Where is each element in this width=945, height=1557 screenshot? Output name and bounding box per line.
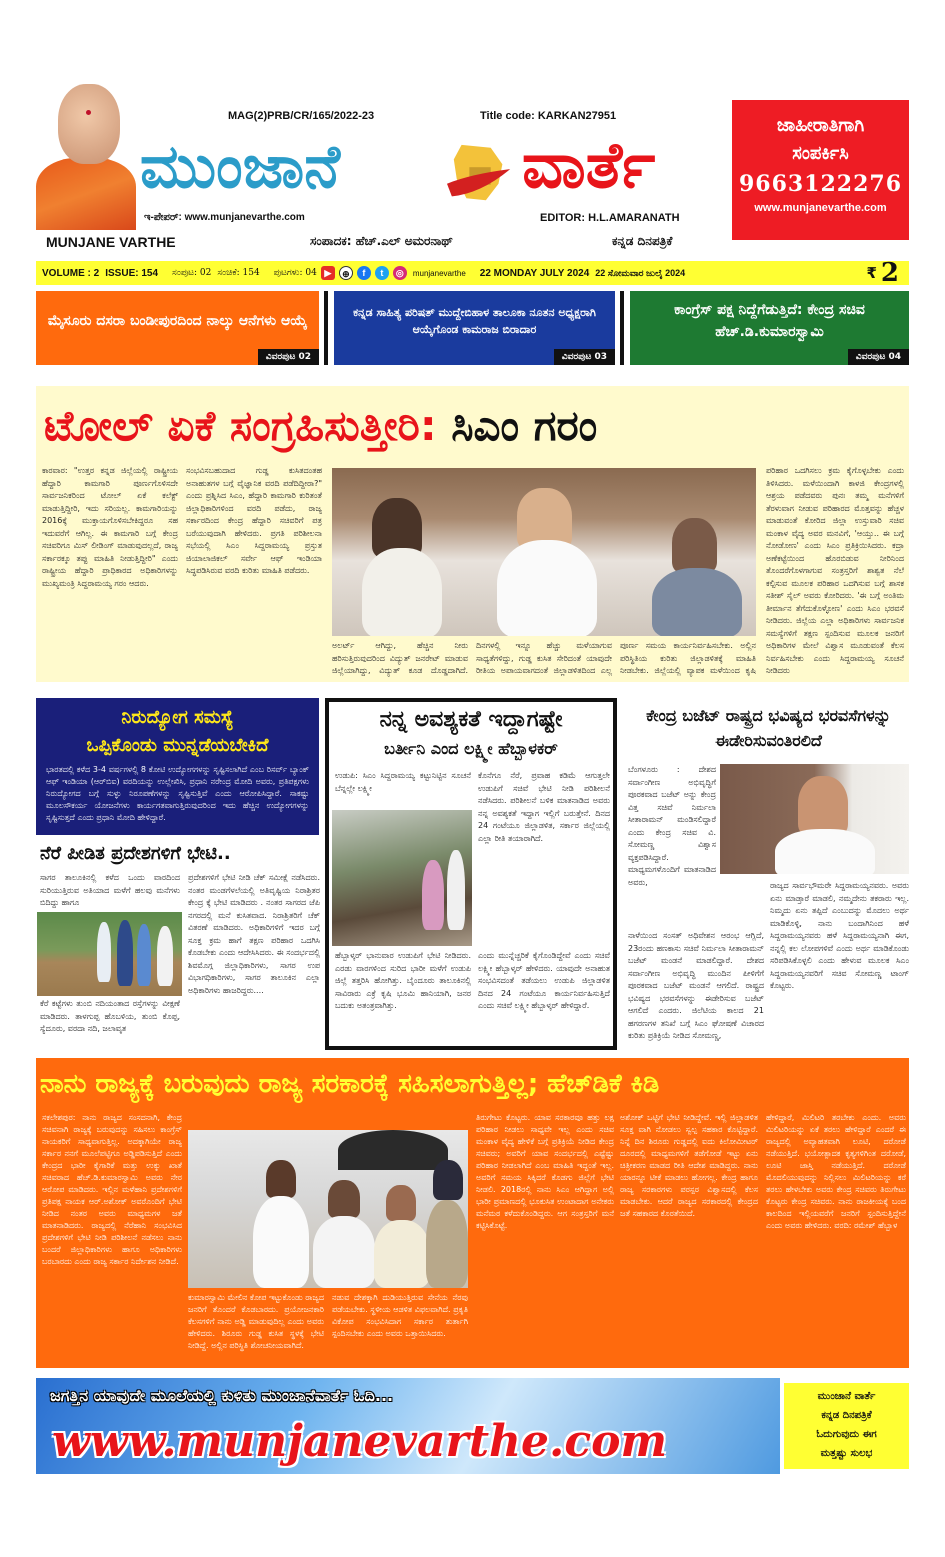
epaper-link[interactable]: ಇ-ಪೇಪರ್: www.munjanevarthe.com [144,212,305,223]
pages-kannada: ಪುಟಗಳು: 04 [273,268,317,278]
teaser-title: ಮೈಸೂರು ದಸರಾ ಬಂಡೀಪುರದಿಂದ ನಾಲ್ಕು ಆನೆಗಳು ಆಯ್ಕೆ [47,313,308,329]
unemployment-story [36,698,319,835]
somanna-photo [720,764,909,874]
flood-photo [37,912,182,996]
logo-munjane: ಮುಂಜಾನೆ [140,132,340,202]
founder-portrait [36,80,136,230]
ad-phone[interactable]: 9663122276 [738,171,903,197]
advertisement-contact-box [732,100,909,240]
unemployment-headline-2: ಒಪ್ಪಿಕೊಂಡು ಮುನ್ನಡೆಯಬೇಕಿದೆ [86,735,269,756]
editor-kannada: ಸಂಪಾದಕ: ಹೆಚ್.ಎಲ್ ಅಮರನಾಥ್ [310,234,453,248]
lead-column-5: ಪೂರ್ಣ ಸಮಯ ಕಾರ್ಯನಿರ್ವಹಿಸಬೇಕು. ಅಲ್ಲಿನ ಪರಿಸ್ಥಿತಿಯ ಕುರಿತು ಜಿಲ್ಲಾಡಳಿತಕ್ಕೆ ಮಾಹಿತಿ ನೀಡಬೇಕು. ಜಿಲ್ಲೆಯಲ್ಲಿ ವ್ಯಾಪಕ ಮಳೆಯಿಂದ ಕೃಷಿ [620,641,756,675]
cm-meeting-photo [332,468,756,636]
hdk-column-3-bottom: ನಡುವ ದೇಶಕ್ಕಾಗಿ ದುಡಿಯುತ್ತಿರುವ ಸೇನೆಯ ನೆರವು ಪಡೆಯಬೇಕು. ಸ್ಥಳೀಯ ಆಡಳಿತ ವಿಫಲವಾಗಿದೆ. ಪ್ರಕೃತಿ ವಿಕೋಪ ಸಂಭವಿಸಿದಾಗ ಸರ್ಕಾರ ತುರ್ತಾಗಿ ಸ್ಪಂದಿಸಬೇಕು ಎಂದು ಅವರು ಒತ್ತಾಯಿಸಿದರು. [332,1293,468,1338]
flood-headline: ನೆರೆ ಪೀಡಿತ ಪ್ರದೇಶಗಳಿಗೆ ಭೇಟಿ.. [40,843,231,864]
date-kannada: 22 ಸೋಮವಾರ ಜುಲೈ 2024 [595,267,686,278]
issue-label: ISSUE: 154 [105,267,159,279]
lakshmi-column-1-top: ಉಡುಪಿ: ಸಿಎಂ ಸಿದ್ದರಾಮಯ್ಯ ಕಟ್ಟುನಿಟ್ಟಿನ ಸೂಚನೆ ಬೆನ್ನಲ್ಲೇ ಲಕ್ಷ್ಮೀ [335,771,471,793]
rupee-symbol: ₹ [866,264,877,282]
flood-column-1-top: ಸಾಗರ ತಾಲೂಕಿನಲ್ಲಿ ಕಳೆದ ಒಂದು ವಾರದಿಂದ ಸುರಿಯುತ್ತಿರುವ ಅತಿಯಾದ ಮಳೆಗೆ ಹಲವು ಮನೆಗಳು ಬಿದಿದ್ದು ಹಾಗೂ [40,873,180,907]
hdk-column-4: ಅಶೋಕ್ ಒಟ್ಟಿಗೆ ಭೇಟಿ ನೀಡಿದ್ದೇವೆ. ಇಲ್ಲಿ ಜಿಲ್ಲಾಡಳಿತ ಸೂಕ್ತ ವಾಗಿ ನೋಡಲು ಸ್ವಲ್ಪ ಸಹಕಾರ ಕೊಟ್ಟಿದ್ದಾರೆ. ನಿನ್ನೆ ದಿನ ಶಿರೂರು ಗುಡ್ಡದಲ್ಲಿ ಐದು ಕಿಲೋಮೀಟರ್ ದೂರದಲ್ಲಿ ಮಾಧ್ಯಮಗಳಿಗೆ ತಡೆಗೋಡೆ ಇಟ್ಟು ಏನು ಚಿತ್ರೀಕರಣ ಮಾಡದ ರೀತಿ ಆದೇಶ ಮಾಡಿದ್ದರು. ನಾನು ಯಾರನ್ನೂ ಟೀಕೆ ಮಾಡಲು ಹೋಗಲ್ಲ. ಕೇಂದ್ರ ಹಾಗೂ ರಾಜ್ಯ ಸರಕಾರಗಳು ಪರಸ್ಪರ ವಿಶ್ವಾಸದಲ್ಲಿ ಕೆಲಸ ಮಾಡಬೇಕು. ಆದರೆ ರಾಜ್ಯದ ಸರಕಾರದಲ್ಲಿ ಕೇಂದ್ರದ ಜತೆ ಸಹಕಾರದ ಕೊರತೆಯಿದೆ. [620,1113,758,1218]
teaser-kannada-sahitya[interactable] [334,291,615,365]
title-code: Title code: KARKAN27951 [480,110,617,122]
banner-tagline: ಜಗತ್ತಿನ ಯಾವುದೇ ಮೂಲೆಯಲ್ಲಿ ಕುಳಿತು ಮುಂಜಾನೆವಾರ್ತೆ ಓದಿ... [50,1386,394,1405]
issue-kannada: ಸಂಚಿಕೆ: 154 [217,268,260,278]
budget-headline: ಕೇಂದ್ರ ಬಜೆಟ್ ರಾಷ್ಟ್ರದ ಭವಿಷ್ಯದ ಭರವಸೆಗಳನ್ನು ಈಡೇರಿಸುವಂತಿರಲಿದೆ [646,706,891,750]
divider [324,291,328,365]
youtube-icon[interactable]: ▶ [321,266,335,280]
lead-column-4: ದಿನಗಳಲ್ಲಿ ಇನ್ನೂ ಹೆಚ್ಚು ಮಳೆಯಾಗುವ ಸಾಧ್ಯತೆಗಳಿದ್ದು, ಗುಡ್ಡ ಕುಸಿತ ಸೇರಿದಂತೆ ಯಾವುದೇ ರೀತಿಯ ಅಪಾಯವಾಗದಂತೆ ಜಿಲ್ಲಾಡಳಿತದಿಂದ ಎಲ್ಲ [476,641,612,675]
teaser-title: ಕಾಂಗ್ರೆಸ್ ಪಕ್ಷ ನಿದ್ದೆಗೆಡುತ್ತಿದೆ: ಕೇಂದ್ರ ಸಚಿವ ಹೆಚ್.ಡಿ.ಕುಮಾರಸ್ವಾಮಿ [674,302,865,340]
teaser-title: ಕನ್ನಡ ಸಾಹಿತ್ಯ ಪರಿಷತ್ ಮುದ್ದೇಬಿಹಾಳ ತಾಲೂಕಾ ನೂತನ ಅಧ್ಯಕ್ಷರಾಗಿ ಆಯ್ಕೆಗೊಂಡ ಕಾಮರಾಜ ಬಿರಾದಾರ [353,306,596,336]
globe-icon[interactable]: ⊕ [339,266,353,280]
lead-column-6: ಪರಿಹಾರ ಒದಗಿಸಲು ಕ್ರಮ ಕೈಗೊಳ್ಳಬೇಕು ಎಂದು ತಿಳಿಸಿದರು. ಮಳೆಯಿಂದಾಗಿ ಕಾಳಜಿ ಕೇಂದ್ರಗಳಲ್ಲಿ ಆಶ್ರಯ ಪಡೆದವರು ಪುನಃ ತಮ್ಮ ಮನೆಗಳಿಗೆ ತೆರಳುವಾಗ ನೀಡುವ ಪರಿಹಾರದ ಮೊತ್ತವನ್ನು ಹೆಚ್ಚಳ ಮಾಡುವಂತೆ ಕೋರಿದ ಜಿಲ್ಲಾ ಉಸ್ತುವಾರಿ ಸಚಿವ ಮಂಕಾಳ ವೈದ್ಯ ಅವರ ಮನವಿಗೆ, 'ಆಯ್ತು.. ಈ ಬಗ್ಗೆ ನೋಡೋಣ' ಎಂದು ಸಿಎಂ ಪ್ರತಿಕ್ರಿಯಿಸಿದರು. ಕದ್ರಾ ಅಣೆಕಟ್ಟೆಯಿಂದ ಹೊರಬಿಡುವ ನೀರಿನಿಂದ ತೊಂದರೆಗೊಳಗಾಗುವ ಸಂತ್ರಸ್ತರಿಗೆ ಶಾಶ್ವತ ನೆಲೆ ಕಲ್ಪಿಸುವ ಮೂಲಕ ಪರಿಹಾರ ಒದಗಿಸುವ ಬಗ್ಗೆ ಶಾಸಕ ಸತೀಶ್ ಸೈಲ್ ಅವರು ಕೋರಿದರು. 'ಈ ಬಗ್ಗೆ ಅಂತಿಮ ತೀರ್ಮಾನ ತೆಗೆದುಕೊಳ್ಳೋಣ' ಎಂದು ಸಿಎಂ ಭರವಸೆ ನೀಡಿದರು. ಜಿಲ್ಲೆಯ ಎಲ್ಲಾ ಅಧಿಕಾರಿಗಳು ಸಾರ್ವಜನಿಕ ಸಮಸ್ಯೆಗಳಿಗೆ ತಕ್ಷಣ ಸ್ಪಂದಿಸುವ ಮೂಲಕ ಜನರಿಗೆ ಅಧಿಕಾರಿಗಳ ಮೇಲೆ ವಿಶ್ವಾಸ ಮೂಡುವಂತೆ ಕೆಲಸ ನಿರ್ವಹಿಸಬೇಕು ಎಂದು ಸಿದ್ದರಾಮಯ್ಯ ಸೂಚನೆ ನೀಡಿದರು [766,466,904,675]
facebook-icon[interactable]: f [357,266,371,280]
side-line-3: ಓದುಗುವುದು ಈಗ [816,1429,877,1440]
banner-website[interactable]: www.munjanevarthe.com [52,1416,668,1467]
side-line-2: ಕನ್ನಡ ದಿನಪತ್ರಿಕೆ [821,1410,872,1421]
hdk-column-2-bottom: ಕುಮಾರಸ್ವಾಮಿ ಮೇಲಿನ ಕೋಪ ಇಟ್ಟುಕೊಂಡು ರಾಜ್ಯದ ಜನರಿಗೆ ತೊಂದರೆ ಕೊಡಬಾರದು. ಪ್ರಯೋಜನಕಾರಿ ಕೆಲಸಗಳಿಗೆ ನಾನು ಅಡ್ಡಿ ಮಾಡುವುದಿಲ್ಲ ಎಂದು ಅವರು ಹೇಳಿದರು. ಶಿರೂರು ಗುಡ್ಡ ಕುಸಿತ ಸ್ಥಳಕ್ಕೆ ಭೇಟಿ ನೀಡಿದ್ದೆ. ಅಲ್ಲಿನ ಪರಿಸ್ಥಿತಿ ಶೋಚನೀಯವಾಗಿದೆ. [188,1293,324,1350]
lakshmi-column-2-bottom: ಎಂದು ಮುನ್ನೆಚ್ಚರಿಕೆ ಕೈಗೊಂಡಿದ್ದೇವೆ ಎಂದು ಸಚಿವೆ ಲಕ್ಷ್ಮೀ ಹೆಬ್ಬಾಳ್ಕರ್ ಹೇಳಿದರು. ಯಾವುದೇ ಅನಾಹುತ ಸಂಭವಿಸದಂತೆ ತಡೆಯಲು ಉಡುಪಿ ಜಿಲ್ಲಾಡಳಿತ ದಿನದ 24 ಗಂಟೆಯೂ ಕಾರ್ಯನಿರ್ವಹಿಸುತ್ತಿದೆ ಎಂದು ಸಚಿವೆ ಲಕ್ಷ್ಮೀ ಹೆಬ್ಬಾಳ್ಕರ್ ಹೇಳಿದ್ದಾರೆ. [478,951,610,1010]
instagram-icon[interactable]: ◎ [393,266,407,280]
flood-column-2: ಪ್ರದೇಶಗಳಿಗೆ ಭೇಟಿ ನೀಡಿ ಚೆಕ್ ಸಮೀಕ್ಷೆ ನಡೆಸಿದರು. ನಂತರ ಮಂಡಗೆಳಲೆಯಲ್ಲಿ ಅತಿವೃಷ್ಟಿಯ ನಿರಾಶ್ರಿತರ ಕೇಂದ್ರ ಕ್ಕೆ ಭೇಟಿ ಮಾಡಿದರು . ನಂತರ ಸಾಗರದ ಜೆಪಿ ನಗರದಲ್ಲಿ ಮನೆ ಕುಸಿತವಾದ. ನಿರಾಶ್ರಿತರಿಗೆ ಚೆಕ್ ವಿತರಣೆ ಮಾಡಿದರು. ಅಧಿಕಾರಿಗಳಿಗೆ ಇದರ ಬಗ್ಗೆ ಸೂಕ್ತ ಕ್ರಮ ಹಾಗೆ ತಕ್ಷಣ ಪರಿಹಾರ ಒದಗಿಸಿ ಕೊಡಬೇಕು ಎಂದು ಆದೇಸಿಸಿದರು. ಈ ಸಂದರ್ಭದಲ್ಲಿ ಶಿವಮೊಗ್ಗ ಜಿಲ್ಲಾಧಿಕಾರಿಗಳು, ಸಾಗರ ಉಪ ವಿಭಾಗಧಿಕಾರಿಗಳು, ಸಾಗರ ತಾಲೂಕಿನ ಎಲ್ಲಾ ಅಧಿಕಾರಿಗಳು ಹಾಜರಿದ್ದರು.... [188,873,320,995]
price [866,261,899,285]
budget-column-1: ಬೆಂಗಳೂರು : ದೇಶದ ಸರ್ವಾಂಗೀಣ ಅಭಿವೃದ್ಧಿಗೆ ಪೂರಕವಾದ ಬಜೆಟ್ ಅನ್ನು ಕೇಂದ್ರ ವಿತ್ತ ಸಚಿವೆ ನಿರ್ಮಲಾ ಸೀತಾರಾಮನ್ ಮಂಡಿಸಲಿದ್ದಾರೆ ಎಂದು ಕೇಂದ್ರ ಸಚಿವ ವಿ. ಸೋಮಣ್ಣ ವಿಶ್ವಾಸ ವ್ಯಕ್ತಪಡಿಸಿದ್ದಾರೆ. ಮಾಧ್ಯಮಗಳೊಂದಿಗೆ ಮಾತನಾಡಿದ ಅವರು, [628,765,716,887]
price-value: 2 [880,261,899,285]
hdk-column-3: ತಿರುಗೇಟು ಕೊಟ್ಟರು. ಯಾವ ಸರಕಾರವೂ ಹತ್ತು ಲಕ್ಷ ಪರಿಹಾರ ನೀಡಲು ಸಾಧ್ಯವೇ ಇಲ್ಲ ಎಂದು ಸಚಿವ ಮಂಕಾಳ ವೈದ್ಯ ಹೇಳಿಕೆ ಬಗ್ಗೆ ಪ್ರತಿಕ್ರಿಯೆ ನೀಡಿದ ಕೇಂದ್ರ ಸಚಿವರು; ಅವರಿಗೆ ಯಾವ ಸಂದರ್ಭದಲ್ಲಿ ಎಷ್ಟೆಷ್ಟು ಪರಿಹಾರ ನೀಡಲಾಗಿದೆ ಎಂಬ ಮಾಹಿತಿ ಇದ್ದಂತೆ ಇಲ್ಲ. ಅವರಿಗೆ ಸಮಯ ಸಿಕ್ಕಿದರೆ ಕೊಡಗು ಜಿಲ್ಲೆಗೆ ಭೇಟಿ ನೀಡಲಿ. 2018ರಲ್ಲಿ ನಾನು ಸಿಎಂ ಆಗಿದ್ದಾಗ ಅಲ್ಲಿ ಭಾರೀ ಪ್ರಮಾಣದಲ್ಲಿ ಭೂಕುಸಿತ ಉಂಟಾದಾಗ ಅನೇಕರು ಮನೆಮಠ ಕಳೆದುಕೊಂಡಿದ್ದರು. ಆಗ ಸಂತ್ರಸ್ತರಿಗೆ ಮನೆ ಕಟ್ಟಿಸಿಕೊಟ್ಟೆ. [476,1113,614,1230]
daily-label: ಕನ್ನಡ ದಿನಪತ್ರಿಕೆ [612,234,673,248]
lakshmi-column-2-top: ಕೊನೆಗೂ ನೆರೆ, ಪ್ರವಾಹ ಕಡಿಮೆ ಆಗುತ್ತಲೇ ಉಡುಪಿಗೆ ಸಚಿವೆ ಭೇಟಿ ನೀಡಿ ಪರಿಶೀಲನೆ ನಡೆಸಿದರು. ಪರಿಶೀಲನೆ ಬಳಿಕ ಮಾತನಾಡಿದ ಅವರು ನನ್ನ ಅವಶ್ಯಕತೆ ಇದ್ದಾಗ ಇಲ್ಲಿಗೆ ಬರುತ್ತೇನೆ. ದಿನದ 24 ಗಂಟೆಯೂ ಜಿಲ್ಲಾಡಳಿತ, ಸರ್ಕಾರ ಜಿಲ್ಲೆಯಲ್ಲಿ ಎಲ್ಲಾ ರೀತಿ ತಯಾರಾಗಿದೆ. [478,771,610,843]
budget-column-2: ರಾಜ್ಯದ ಸಾರ್ವಭೌಮರೇ ಸಿದ್ದರಾಮಯ್ಯನವರು. ಅವರು ಏನು ಮಾಡ್ತಾರೆ ಮಾಡಲಿ, ನಮ್ಮದೇನು ತಕರಾರು ಇಲ್ಲ. ನಿಮ್ಮದು ಏನು ತಪ್ಪಿದೆ ಎಂಬುದನ್ನು ಮೊದಲು ಅರ್ಥ ಮಾಡಿಕೊಳ್ಳಿ, ನಾನು ಬಂದಾಗಿನಿಂದ ಹಳೆ ಸಿದ್ದರಾಮಯ್ಯನವರು ಹಳೆ ಸಿದ್ದರಾಮಯ್ಯನಾಗಿ ಈಗ, ನನ್ನಲ್ಲಿ ಕಲ ಲೋಪಗಳಿವೆ ಎಂದು ಅರ್ಥ ಮಾಡಿಕೊಂಡು ಸರಿಪಡಿಸಿಕೊಳ್ಳಲಿ ಎಂದು ಹೇಳುವ ಮೂಲಕ ಸಿಎಂ ಸಿದ್ದರಾಮಯ್ಯನವರಿಗೆ ಸಚಿವ ಸೋಮಣ್ಣ ಟಾಂಗ್ ಕೊಟ್ಟರು. [770,881,909,990]
logo-varthe: ವಾರ್ತೆ [522,129,656,203]
karnataka-map-logo-icon [442,140,520,208]
registration-number: MAG(2)PRB/CR/165/2022-23 [228,110,375,122]
hdk-headline: ನಾನು ರಾಜ್ಯಕ್ಕೆ ಬರುವುದು ರಾಜ್ಯ ಸರಕಾರಕ್ಕೆ ಸಹಿಸಲಾಗುತ್ತಿಲ್ಲ; ಹೆಚ್‌ಡಿಕೆ ಕಿಡಿ [40,1069,660,1099]
ad-line-2: ಸಂಪರ್ಕಿಸಿ [792,143,849,164]
teaser-congress[interactable] [630,291,909,365]
teaser-page-ref[interactable]: ವಿವರಪುಟ 04 [848,349,909,365]
lead-headline-black: ಸಿಎಂ ಗರಂ [451,401,598,450]
flood-column-1-bottom: ಕೆರೆ ಕಟ್ಟೆಗಳು ತುಂಬಿ ನದಿಯಂತಾದ ರಸ್ತೆಗಳನ್ನು ವೀಕ್ಷಣೆ ಮಾಡಿದರು. ತಾಳಗುಪ್ಪ ಹೊಬಳಿಯ, ತುಂಬಿ ಕೊಪ್ಪ, ಸ್ಯೆದೂರು, ವರದಾ ನದಿ, ಜಲಾವೃತ [40,999,180,1033]
volume-label: VOLUME : 2 [42,267,100,279]
divider [620,291,624,365]
ad-website[interactable]: www.munjanevarthe.com [754,202,887,214]
hdk-column-1: ಸಕಲೇಶಪುರ: ನಾನು ರಾಜ್ಯದ ಸಂಸದನಾಗಿ, ಕೇಂದ್ರ ಸಚಿವನಾಗಿ ರಾಜ್ಯಕ್ಕೆ ಬರುವುದನ್ನು ಸಹಿಸಲು ಕಾಂಗ್ರೆಸ್ ನಾಯಕರಿಗೆ ಸಾಧ್ಯವಾಗುತ್ತಿಲ್ಲ. ಅದಕ್ಕಾಗಿಯೇ ರಾಜ್ಯ ಸರ್ಕಾರ ನನಗೆ ಮೂಲೆಪಟ್ಟಿಗೂ ಅಡ್ಡಿಪಡಿಸುತ್ತಿದೆ ಎಂದು ಕೇಂದ್ರದ ಭಾರೀ ಕೈಗಾರಿಕೆ ಮತ್ತು ಉಕ್ಕು ಖಾತೆ ಸಚಿವರಾದ ಹೆಚ್.ಡಿ.ಕುಮಾರಸ್ವಾಮಿ ಅವರು ನೇರ ಆರೋಪ ಮಾಡಿದರು. ಇಲ್ಲಿನ ಮಳೆಹಾನಿ ಪ್ರದೇಶಗಳಿಗೆ ಪ್ರತಿಪಕ್ಷ ನಾಯಕ ಆರ್.ಅಶೋಕ್ ಅವರೊಂದಿಗೆ ಭೇಟಿ ನೀಡಿದ ನಂತರ ಅವರು ಮಾಧ್ಯಮಗಳ ಜತೆ ಮಾತನಾಡಿದರು. ರಾಜ್ಯದಲ್ಲಿ ನೆರೆಹಾನಿ ಸಂಭವಿಸಿದ ಪ್ರದೇಶಗಳಿಗೆ ಭೇಟಿ ನೀಡಿ ಪರಿಶೀಲನೆ ನಡೆಸಲು ನಾನು ಬಂದರೆ ಜಿಲ್ಲಾಧಿಕಾರಿಗಳು ಹಾಗೂ ಅಧಿಕಾರಿಗಳು ಬರಬಾರದು ಎಂದು ರಾಜ್ಯ ಸರ್ಕಾರ ನಿರ್ದೇಶನ ನೀಡಿದೆ. [42,1113,182,1266]
teaser-elephants[interactable] [36,291,319,365]
lead-column-3: ಅಲರ್ಟ್ ಆಗಿದ್ದು, ಹೆಚ್ಚಿನ ನೀರು ಹರಿಸುತ್ತಿರುವುದರಿಂದ ವಿದ್ಯುತ್ ಜನರೇಟ್ ಮಾಡುವ ಜಿಲ್ಲೆಯಾಗಿದ್ದು, ವಿದ್ಯುತ್ ಕೂಡ ದೊಡ್ಡದಾಗಿದೆ. [332,641,468,675]
teaser-page-ref[interactable]: ವಿವರಪುಟ 03 [554,349,615,365]
unemployment-headline-1: ನಿರುದ್ಯೋಗ ಸಮಸ್ಯೆ [121,707,234,728]
side-line-1: ಮುಂಜಾನೆ ವಾರ್ತೆ [817,1391,876,1402]
twitter-icon[interactable]: t [375,266,389,280]
lead-column-1: ಕಾರವಾರ: "ಉತ್ತರ ಕನ್ನಡ ಜಿಲ್ಲೆಯಲ್ಲಿ ರಾಷ್ಟ್ರೀಯ ಹೆದ್ದಾರಿ ಕಾಮಗಾರಿ ಪೂರ್ಣಗೊಳಿಸದೇ ಸಾರ್ವಜನಿಕರಿಂದ ಟೋಲ್ ಏಕೆ ಕಲೆಕ್ಟ್ ಮಾಡುತ್ತಿದ್ದೀರಿ, ಇದು ಸರಿಯಲ್ಲ. ಕಾಮಗಾರಿಯನ್ನು 2016ಕ್ಕೆ ಮುಕ್ತಾಯಗೊಳಿಸಬೇಕಿದ್ದರೂ ಸಹ ಇದುವರೆಗೆ ಆಗಿಲ್ಲ. ಈ ಕಾಮಗಾರಿ ಬಗ್ಗೆ ಕೇಂದ್ರ ಸಚಿವರಿಗೂ ಮಿಸ್ ಲೀಡಿಂಗ್ ಮಾಡುವುದಲ್ಲದೆ, ರಾಜ್ಯ ಸರ್ಕಾರಕ್ಕೂ ತಪ್ಪು ಮಾಹಿತಿ ನೀಡುತ್ತಿದ್ದೀರಿ" ಎಂದು ರಾಷ್ಟ್ರೀಯ ಹೆದ್ದಾರಿ ಪ್ರಾಧಿಕಾರದ ಅಧಿಕಾರಿಗಳನ್ನು ಮುಖ್ಯಮಂತ್ರಿ ಸಿದ್ದರಾಮಯ್ಯ ಗರಂ ಆದರು. [42,466,178,588]
lakshmi-column-1-bottom: ಹೆಬ್ಬಾಳ್ಕರ್ ಭಾನುವಾರ ಉಡುಪಿಗೆ ಭೇಟಿ ನೀಡಿದರು. ಎರಡು ವಾರಗಳಿಂದ ಸುರಿದ ಭಾರೀ ಮಳೆಗೆ ಉಡುಪಿ ಜಿಲ್ಲೆ ತತ್ತರಿಸಿ ಹೋಗಿತ್ತು. ಬೈಂದೂರು ತಾಲೂಕಿನಲ್ಲಿ ಸಾವಿರಾರು ಎಕ್ರೆ ಕೃಷಿ ಭೂಮಿ ಹಾನಿಯಾಗಿ, ಜನರ ಬದುಕು ಅತಂತ್ರವಾಗಿತ್ತು. [335,951,471,1010]
hdk-column-5: ಹೇಳಿದ್ದಾರೆ, ಮಿಲಿಟರಿ ತರಬೇಕು ಎಂದು. ಅವರು ಮಿಲಿಟರಿಯನ್ನು ಏಕೆ ತರಲು ಹೇಳಿದ್ದಾರೆ ಎಂದರೆ ಈ ರಾಜ್ಯದಲ್ಲಿ ಅವ್ಯಾಹತವಾಗಿ ಲೂಟಿ, ದರೋಡೆ ನಡೆಯುತ್ತಿದೆ. ಭಯೋತ್ಪಾದಕ ಕೃತ್ಯಗಳಿಗಿಂತ ದರೋಡೆ, ಲೂಟಿ ಜಾಸ್ತಿ ನಡೆಯುತ್ತಿದೆ. ದರೋಡೆ ಮೊದಲಿಯುವುದನ್ನು ನಿಲ್ಲಿಸಲು ಮಿಲಿಟರಿಯನ್ನು ಕರೆ ತರಲು ಹೇಳಬೇಕು ಅವರು ಕೇಂದ್ರ ಸಚಿವರು ತಿರುಗೇಟು ಕೊಟ್ಟರು ಕೇಂದ್ರ ಸಚಿವರು. ನಾನು ರಾಜಕೀಯಕ್ಕೆ ಬಂದ ಕಾಲದಿಂದ ಇಲ್ಲಿಯವರೆಗೆ ಜನರಿಗೆ ಸ್ಪಂದಿಸುತ್ತಿದ್ದೇನೆ ಎಂದು ಅವರು ಹೇಳಿದರು. ವರದಿ: ರಮೇಶ್ ಹೆಬ್ಬಾಳ [766,1113,906,1230]
unemployment-body: ಭಾರತದಲ್ಲಿ ಕಳೆದ 3-4 ವರ್ಷಗಳಲ್ಲಿ 8 ಕೋಟಿ ಉದ್ಯೋಗಗಳನ್ನು ಸೃಷ್ಟಿಸಲಾಗಿದೆ ಎಂಬ ರಿಸರ್ವ್ ಬ್ಯಾಂಕ್ ಆಫ್ ಇಂಡಿಯಾ (ಆರ್‌ಬಿಐ) ವರದಿಯನ್ನು ಉಲ್ಲೇಖಿಸಿ, ಪ್ರಧಾನಿ ನರೇಂದ್ರ ಮೋದಿ ಅವರು, ಪ್ರತಿಪಕ್ಷಗಳು ನಿರುದ್ಯೋಗದ ಬಗ್ಗೆ ಸುಳ್ಳು ನಿರೂಪಣೆಗಳನ್ನು ಸೃಷ್ಟಿಸುತ್ತಿವೆ ಎಂದು ಆರೋಪಿಸಿದ್ದಾರೆ. ಸಾಕಷ್ಟು ಮೂಲಸೌಕರ್ಯ ಯೋಜನೆಗಳು ಕಾರ್ಯಗತವಾಗುತ್ತಿರುವುದರಿಂದ ಇದು ಹೆಚ್ಚಿನ ಉದ್ಯೋಗಗಳನ್ನು ಸೃಷ್ಟಿಸುತ್ತದೆ ಎಂದು ಪ್ರಧಾನಿ ಮೋದಿ ಹೇಳಿದ್ದಾರೆ. [46,765,309,822]
issue-info-strip [36,261,909,285]
teaser-page-ref[interactable]: ವಿವರಪುಟ 02 [258,349,319,365]
date-english: 22 MONDAY JULY 2024 [479,267,590,279]
social-handle[interactable]: munjanevarthe [412,268,466,278]
side-line-4: ಮತ್ತಷ್ಟು ಸುಲಭ [820,1448,873,1459]
website-promo-banner[interactable] [36,1378,780,1474]
volume-kannada: ಸಂಪುಟ: 02 [172,268,212,278]
lead-column-2: ಸಂಭವಿಸಬಹುದಾದ ಗುಡ್ಡ ಕುಸಿತದಂತಹ ಅನಾಹುತಗಳ ಬಗ್ಗೆ ವೈಜ್ಞಾನಿಕ ವರದಿ ಪಡೆದಿದ್ದೀರಾ?" ಎಂದು ಪ್ರಶ್ನಿಸಿದ ಸಿಎಂ, ಹೆದ್ದಾರಿ ಕಾಮಗಾರಿ ಕುರಿತಂತೆ ಜಿಲ್ಲಾಧಿಕಾರಿಗಳಿಂದ ವರದಿ ಪಡೆದು, ರಾಜ್ಯ ಸರ್ಕಾರದಿಂದ ಕೇಂದ್ರ ಹೆದ್ದಾರಿ ಸಚಿವರಿಗೆ ಪತ್ರ ಬರೆಯುವುದಾಗಿ ಹೇಳಿದರು. ಪ್ರಗತಿ ಪರಿಶೀಲನಾ ಸಭೆಯಲ್ಲಿ ಸಿಎಂ ಸಿದ್ದರಾಮಯ್ಯ ಪ್ರಸ್ತುತ ಜಿಯಾಲಾಜಿಕಲ್ ಸರ್ವೇ ಆಫ್ ಇಂಡಿಯಾ ಸಿದ್ಧಪಡಿಸಿರುವ ವರದಿ ಕುರಿತು ಮಾಹಿತಿ ಪಡೆದರು. [186,466,322,575]
lead-headline-red: ಟೋಲ್ ಏಕೆ ಸಂಗ್ರಹಿಸುತ್ತೀರಿ: [44,401,437,450]
lakshmi-headline-1: ನನ್ನ ಅವಶ್ಯಕತೆ ಇದ್ದಾಗಷ್ಟೇ [379,707,563,732]
editor-english: EDITOR: H.L.AMARANATH [540,212,680,224]
brand-english: MUNJANE VARTHE [46,234,176,250]
ad-line-1: ಜಾಹೀರಾತಿಗಾಗಿ [776,115,865,136]
hdk-visit-photo [188,1130,468,1288]
lead-headline [44,398,904,454]
budget-column-1-bottom: ನಾಳೆಯಿಂದ ಸಂಸತ್ ಅಧಿವೇಶನ ಆರಂಭ ಆಗ್ಲಿದೆ, 23ರಂದು ಹಣಕಾಸು ಸಚಿವೆ ನಿರ್ಮಲಾ ಸೀತಾರಾಮನ್ ಬಜೆಟ್ ಮಂಡನೆ ಮಾಡಲಿದ್ದಾರೆ. ದೇಶದ ಸರ್ವಾಂಗೀಣ ಅಭಿವೃದ್ಧಿ ಮುಂದಿನ ಪೀಳಿಗೆಗೆ ಪೂರಕವಾದ ಬಜೆಟ್ ಮಂಡನೆ ಆಗಲಿದೆ. ರಾಷ್ಟ್ರದ ಭವಿಷ್ಯದ ಭರವಸೆಗಳನ್ನು ಈಡೇರಿಸುವ ಬಜೆಟ್ ಆಗಲಿದೆ ಎಂದರು. ಜಿಲೆಟಿಯ ಕಾಲದ 21 ಹಗರಣಗಳ ತನಿಖೆ ಬಗ್ಗೆ ಸಿಎಂ ಘೋಷಣೆ ವಿಚಾರದ ಕುರಿತು ಪ್ರತಿಕ್ರಿಯೆ ನೀಡಿದ ಸೋಮಣ್ಣ, [628,931,764,1040]
lakshmi-headline-2: ಬರ್ತೀನಿ ಎಂದ ಲಕ್ಷ್ಮೀ ಹೆಬ್ಬಾಳಕರ್ [384,739,558,758]
lakshmi-visit-photo [332,810,472,946]
banner-side-box [784,1383,909,1469]
